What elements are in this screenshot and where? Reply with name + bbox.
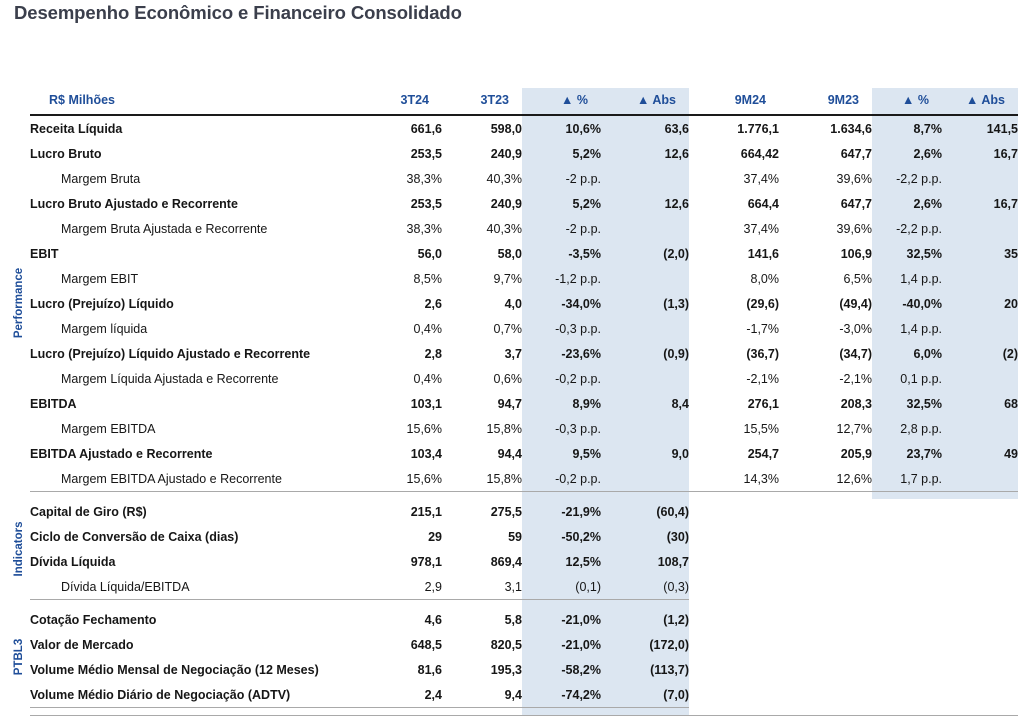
cell-d1: -1,2 p.p. <box>522 266 601 291</box>
row-label: Ciclo de Conversão de Caixa (dias) <box>30 524 362 549</box>
cell-d4 <box>942 549 1018 574</box>
cell-d4 <box>942 607 1018 632</box>
cell-d3: 2,6% <box>872 141 942 166</box>
header-q-current: 3T24 <box>362 88 442 115</box>
row-label: Margem Líquida Ajustada e Recorrente <box>30 366 362 391</box>
row-label: Margem líquida <box>30 316 362 341</box>
divider-cell <box>872 708 942 716</box>
table-row <box>8 466 1018 492</box>
cell-d3: 2,8 p.p. <box>872 416 942 441</box>
cell-d4: 16,7 <box>942 141 1018 166</box>
bottom-rule-cell <box>942 716 1018 721</box>
cell-y1 <box>689 549 779 574</box>
cell-d1: -74,2% <box>522 682 601 708</box>
cell-d4 <box>942 466 1018 492</box>
table-row <box>8 241 1018 266</box>
cell-d4 <box>942 524 1018 549</box>
cell-q1: 253,5 <box>362 191 442 216</box>
cell-d1: 9,5% <box>522 441 601 466</box>
table-bottom-rule <box>8 716 1018 721</box>
cell-y2: 39,6% <box>779 216 872 241</box>
cell-d2: (0,9) <box>601 341 689 366</box>
cell-d3 <box>872 574 942 600</box>
cell-q1: 215,1 <box>362 499 442 524</box>
cell-q1: 38,3% <box>362 216 442 241</box>
cell-d2 <box>601 366 689 391</box>
divider-cell <box>442 600 522 608</box>
header-row <box>8 88 1018 115</box>
cell-q2: 5,8 <box>442 607 522 632</box>
cell-d1: -2 p.p. <box>522 216 601 241</box>
header-y-prior: 9M23 <box>779 88 872 115</box>
cell-q2: 3,1 <box>442 574 522 600</box>
cell-d2 <box>601 266 689 291</box>
divider-cell <box>689 708 779 716</box>
cell-y1: 254,7 <box>689 441 779 466</box>
cell-y1: 37,4% <box>689 216 779 241</box>
cell-y2: 12,7% <box>779 416 872 441</box>
cell-d1: 12,5% <box>522 549 601 574</box>
cell-d2 <box>601 216 689 241</box>
cell-q2: 598,0 <box>442 115 522 141</box>
cell-d4 <box>942 266 1018 291</box>
bottom-rule-cell <box>30 716 362 721</box>
table-body <box>8 115 1018 721</box>
cell-y1 <box>689 499 779 524</box>
cell-d1: -21,0% <box>522 607 601 632</box>
divider-cell <box>442 492 522 500</box>
cell-y2 <box>779 607 872 632</box>
cell-d4: 16,7 <box>942 191 1018 216</box>
bottom-rule-cell <box>8 716 30 721</box>
cell-y2 <box>779 632 872 657</box>
header-q-delta-abs: ▲ Abs <box>601 88 689 115</box>
cell-y2: (49,4) <box>779 291 872 316</box>
table-row <box>8 682 1018 708</box>
cell-d1: -0,3 p.p. <box>522 416 601 441</box>
header-side-spacer <box>8 88 30 115</box>
cell-d4 <box>942 216 1018 241</box>
bottom-rule-cell <box>601 716 689 721</box>
cell-d2 <box>601 316 689 341</box>
divider-cell <box>601 708 689 716</box>
cell-d1: -58,2% <box>522 657 601 682</box>
divider-cell <box>30 708 362 716</box>
divider-cell <box>8 492 30 500</box>
group-label-ptbl3 <box>8 607 30 708</box>
divider-cell <box>942 708 1018 716</box>
row-label: EBITDA Ajustado e Recorrente <box>30 441 362 466</box>
cell-q1: 15,6% <box>362 416 442 441</box>
row-label: Dívida Líquida <box>30 549 362 574</box>
cell-y2: -2,1% <box>779 366 872 391</box>
bottom-rule-cell <box>442 716 522 721</box>
cell-q1: 29 <box>362 524 442 549</box>
section-divider <box>8 600 1018 608</box>
cell-q1: 38,3% <box>362 166 442 191</box>
cell-d3: -2,2 p.p. <box>872 166 942 191</box>
bottom-rule-cell <box>362 716 442 721</box>
cell-y2: -3,0% <box>779 316 872 341</box>
cell-d3: 32,5% <box>872 241 942 266</box>
cell-d1: -50,2% <box>522 524 601 549</box>
table-header <box>8 88 1018 115</box>
divider-cell <box>362 708 442 716</box>
cell-y2 <box>779 574 872 600</box>
header-q-delta-pct: ▲ % <box>522 88 601 115</box>
cell-d1: -21,9% <box>522 499 601 524</box>
cell-d2: (60,4) <box>601 499 689 524</box>
header-y-delta-abs: ▲ Abs <box>942 88 1018 115</box>
cell-d4 <box>942 416 1018 441</box>
cell-q1: 2,9 <box>362 574 442 600</box>
cell-y2: 6,5% <box>779 266 872 291</box>
cell-d3 <box>872 632 942 657</box>
cell-d2: 8,4 <box>601 391 689 416</box>
cell-y1: 37,4% <box>689 166 779 191</box>
divider-cell <box>689 492 779 500</box>
cell-d2: (0,3) <box>601 574 689 600</box>
table-row <box>8 141 1018 166</box>
cell-y1: 1.776,1 <box>689 115 779 141</box>
cell-q1: 253,5 <box>362 141 442 166</box>
cell-y1: -2,1% <box>689 366 779 391</box>
cell-d3: 32,5% <box>872 391 942 416</box>
row-label: Dívida Líquida/EBITDA <box>30 574 362 600</box>
cell-q2: 820,5 <box>442 632 522 657</box>
cell-d4: (2) <box>942 341 1018 366</box>
cell-d4: 35 <box>942 241 1018 266</box>
cell-d2: 63,6 <box>601 115 689 141</box>
cell-q2: 59 <box>442 524 522 549</box>
cell-y1: 276,1 <box>689 391 779 416</box>
cell-d3: 1,4 p.p. <box>872 316 942 341</box>
cell-q1: 2,6 <box>362 291 442 316</box>
cell-q2: 0,6% <box>442 366 522 391</box>
divider-cell <box>872 600 942 608</box>
group-label-text: Indicators <box>13 522 25 577</box>
cell-d1: 5,2% <box>522 191 601 216</box>
cell-y1: (29,6) <box>689 291 779 316</box>
cell-q2: 3,7 <box>442 341 522 366</box>
cell-d2: 9,0 <box>601 441 689 466</box>
table-row <box>8 266 1018 291</box>
row-label: Valor de Mercado <box>30 632 362 657</box>
table-row <box>8 441 1018 466</box>
divider-cell <box>522 708 601 716</box>
cell-d4 <box>942 316 1018 341</box>
cell-d4: 141,5 <box>942 115 1018 141</box>
table-row <box>8 291 1018 316</box>
cell-q1: 648,5 <box>362 632 442 657</box>
cell-d3: 0,1 p.p. <box>872 366 942 391</box>
cell-d1: -3,5% <box>522 241 601 266</box>
section-divider <box>8 708 1018 716</box>
cell-d2: 108,7 <box>601 549 689 574</box>
cell-y2 <box>779 549 872 574</box>
row-label: EBITDA <box>30 391 362 416</box>
row-label: Lucro Bruto Ajustado e Recorrente <box>30 191 362 216</box>
cell-d3 <box>872 549 942 574</box>
row-label: Lucro (Prejuízo) Líquido Ajustado e Recorrente <box>30 341 362 366</box>
cell-q1: 4,6 <box>362 607 442 632</box>
cell-d1: 8,9% <box>522 391 601 416</box>
cell-y1 <box>689 574 779 600</box>
cell-y2: 39,6% <box>779 166 872 191</box>
cell-d3: 1,7 p.p. <box>872 466 942 492</box>
table-row <box>8 524 1018 549</box>
divider-cell <box>442 708 522 716</box>
divider-cell <box>362 492 442 500</box>
cell-y1: 664,42 <box>689 141 779 166</box>
cell-d3: 23,7% <box>872 441 942 466</box>
cell-d2: (113,7) <box>601 657 689 682</box>
table-row <box>8 499 1018 524</box>
cell-d2: (30) <box>601 524 689 549</box>
divider-cell <box>8 600 30 608</box>
cell-q2: 15,8% <box>442 416 522 441</box>
cell-q2: 275,5 <box>442 499 522 524</box>
row-label: Margem Bruta <box>30 166 362 191</box>
cell-y2: 106,9 <box>779 241 872 266</box>
divider-cell <box>942 492 1018 500</box>
divider-cell <box>689 600 779 608</box>
cell-y2 <box>779 657 872 682</box>
cell-d2: 12,6 <box>601 191 689 216</box>
cell-d2 <box>601 466 689 492</box>
cell-d3: -2,2 p.p. <box>872 216 942 241</box>
divider-cell <box>942 600 1018 608</box>
cell-y2 <box>779 524 872 549</box>
cell-d1: -0,2 p.p. <box>522 366 601 391</box>
cell-d1: -23,6% <box>522 341 601 366</box>
divider-cell <box>362 600 442 608</box>
row-label: Cotação Fechamento <box>30 607 362 632</box>
cell-y2 <box>779 499 872 524</box>
divider-cell <box>30 492 362 500</box>
divider-cell <box>779 600 872 608</box>
cell-d2: (172,0) <box>601 632 689 657</box>
cell-y1: 14,3% <box>689 466 779 492</box>
cell-q2: 240,9 <box>442 141 522 166</box>
divider-cell <box>779 492 872 500</box>
cell-d2 <box>601 416 689 441</box>
cell-q2: 9,7% <box>442 266 522 291</box>
cell-q1: 661,6 <box>362 115 442 141</box>
cell-d1: (0,1) <box>522 574 601 600</box>
cell-y2: 12,6% <box>779 466 872 492</box>
cell-y2: 647,7 <box>779 141 872 166</box>
cell-y2: (34,7) <box>779 341 872 366</box>
cell-q2: 0,7% <box>442 316 522 341</box>
cell-q2: 58,0 <box>442 241 522 266</box>
cell-q2: 40,3% <box>442 166 522 191</box>
header-y-delta-pct: ▲ % <box>872 88 942 115</box>
cell-d3: 2,6% <box>872 191 942 216</box>
row-label: Margem Bruta Ajustada e Recorrente <box>30 216 362 241</box>
cell-q1: 2,4 <box>362 682 442 708</box>
cell-d2: (7,0) <box>601 682 689 708</box>
row-label: Margem EBIT <box>30 266 362 291</box>
cell-q1: 103,1 <box>362 391 442 416</box>
cell-d3: 1,4 p.p. <box>872 266 942 291</box>
row-label: Capital de Giro (R$) <box>30 499 362 524</box>
cell-d1: -2 p.p. <box>522 166 601 191</box>
cell-q2: 9,4 <box>442 682 522 708</box>
financial-performance-table <box>0 88 1018 721</box>
cell-y1: 8,0% <box>689 266 779 291</box>
cell-d1: 10,6% <box>522 115 601 141</box>
cell-y1 <box>689 607 779 632</box>
cell-y2: 1.634,6 <box>779 115 872 141</box>
table-row <box>8 366 1018 391</box>
cell-y1: 15,5% <box>689 416 779 441</box>
table-row <box>8 115 1018 141</box>
cell-d3: 6,0% <box>872 341 942 366</box>
cell-q1: 0,4% <box>362 366 442 391</box>
section-divider <box>8 492 1018 500</box>
cell-q2: 195,3 <box>442 657 522 682</box>
header-y-current: 9M24 <box>689 88 779 115</box>
cell-y1 <box>689 682 779 708</box>
cell-d3 <box>872 499 942 524</box>
cell-d3 <box>872 682 942 708</box>
cell-d2: (1,3) <box>601 291 689 316</box>
group-label-text: Performance <box>13 268 25 338</box>
table-row <box>8 416 1018 441</box>
page-title: Desempenho Econômico e Financeiro Consolidado <box>14 2 462 24</box>
row-label: Receita Líquida <box>30 115 362 141</box>
table-row <box>8 216 1018 241</box>
row-label: Lucro (Prejuízo) Líquido <box>30 291 362 316</box>
divider-cell <box>872 492 942 500</box>
cell-d4 <box>942 166 1018 191</box>
cell-q2: 94,4 <box>442 441 522 466</box>
cell-y1: (36,7) <box>689 341 779 366</box>
cell-d4 <box>942 499 1018 524</box>
cell-y1: -1,7% <box>689 316 779 341</box>
table-row <box>8 632 1018 657</box>
cell-y2 <box>779 682 872 708</box>
cell-d3 <box>872 607 942 632</box>
cell-d3: 8,7% <box>872 115 942 141</box>
divider-cell <box>779 708 872 716</box>
cell-q1: 15,6% <box>362 466 442 492</box>
header-label: R$ Milhões <box>30 88 362 115</box>
bottom-rule-cell <box>872 716 942 721</box>
bottom-rule-cell <box>779 716 872 721</box>
cell-d4: 68 <box>942 391 1018 416</box>
group-label-indicators <box>8 499 30 600</box>
divider-cell <box>601 492 689 500</box>
group-label-text: PTBL3 <box>13 639 25 675</box>
cell-d1: -34,0% <box>522 291 601 316</box>
cell-d3 <box>872 657 942 682</box>
cell-q2: 40,3% <box>442 216 522 241</box>
cell-d2: (2,0) <box>601 241 689 266</box>
row-label: Volume Médio Diário de Negociação (ADTV) <box>30 682 362 708</box>
cell-d4 <box>942 632 1018 657</box>
row-label: Margem EBITDA Ajustado e Recorrente <box>30 466 362 492</box>
divider-cell <box>522 492 601 500</box>
divider-cell <box>8 708 30 716</box>
cell-d1: 5,2% <box>522 141 601 166</box>
table-row <box>8 341 1018 366</box>
divider-cell <box>601 600 689 608</box>
table-row <box>8 191 1018 216</box>
cell-d3: -40,0% <box>872 291 942 316</box>
cell-y1: 141,6 <box>689 241 779 266</box>
cell-q2: 4,0 <box>442 291 522 316</box>
cell-q2: 869,4 <box>442 549 522 574</box>
cell-q1: 8,5% <box>362 266 442 291</box>
row-label: Lucro Bruto <box>30 141 362 166</box>
divider-cell <box>522 600 601 608</box>
cell-y1: 664,4 <box>689 191 779 216</box>
cell-q2: 15,8% <box>442 466 522 492</box>
cell-d1: -0,2 p.p. <box>522 466 601 492</box>
cell-y2: 647,7 <box>779 191 872 216</box>
cell-y1 <box>689 524 779 549</box>
row-label: Volume Médio Mensal de Negociação (12 Meses) <box>30 657 362 682</box>
table-row <box>8 607 1018 632</box>
cell-d4 <box>942 574 1018 600</box>
table-row <box>8 574 1018 600</box>
cell-q1: 0,4% <box>362 316 442 341</box>
cell-d4: 20 <box>942 291 1018 316</box>
cell-q1: 978,1 <box>362 549 442 574</box>
cell-d4: 49 <box>942 441 1018 466</box>
cell-y1 <box>689 632 779 657</box>
cell-y2: 205,9 <box>779 441 872 466</box>
table-row <box>8 657 1018 682</box>
cell-d1: -0,3 p.p. <box>522 316 601 341</box>
cell-q2: 240,9 <box>442 191 522 216</box>
divider-cell <box>30 600 362 608</box>
cell-d4 <box>942 682 1018 708</box>
table-row <box>8 316 1018 341</box>
cell-q1: 81,6 <box>362 657 442 682</box>
cell-y2: 208,3 <box>779 391 872 416</box>
cell-y1 <box>689 657 779 682</box>
bottom-rule-cell <box>689 716 779 721</box>
cell-d2: (1,2) <box>601 607 689 632</box>
table-row <box>8 166 1018 191</box>
table-row <box>8 391 1018 416</box>
row-label: EBIT <box>30 241 362 266</box>
cell-q1: 56,0 <box>362 241 442 266</box>
cell-d2 <box>601 166 689 191</box>
cell-d1: -21,0% <box>522 632 601 657</box>
table-row <box>8 549 1018 574</box>
header-q-prior: 3T23 <box>442 88 522 115</box>
cell-q1: 103,4 <box>362 441 442 466</box>
group-label-performance <box>8 115 30 492</box>
cell-d4 <box>942 657 1018 682</box>
cell-d3 <box>872 524 942 549</box>
table <box>8 88 1018 721</box>
cell-d2: 12,6 <box>601 141 689 166</box>
cell-d4 <box>942 366 1018 391</box>
cell-q1: 2,8 <box>362 341 442 366</box>
cell-q2: 94,7 <box>442 391 522 416</box>
bottom-rule-cell <box>522 716 601 721</box>
row-label: Margem EBITDA <box>30 416 362 441</box>
